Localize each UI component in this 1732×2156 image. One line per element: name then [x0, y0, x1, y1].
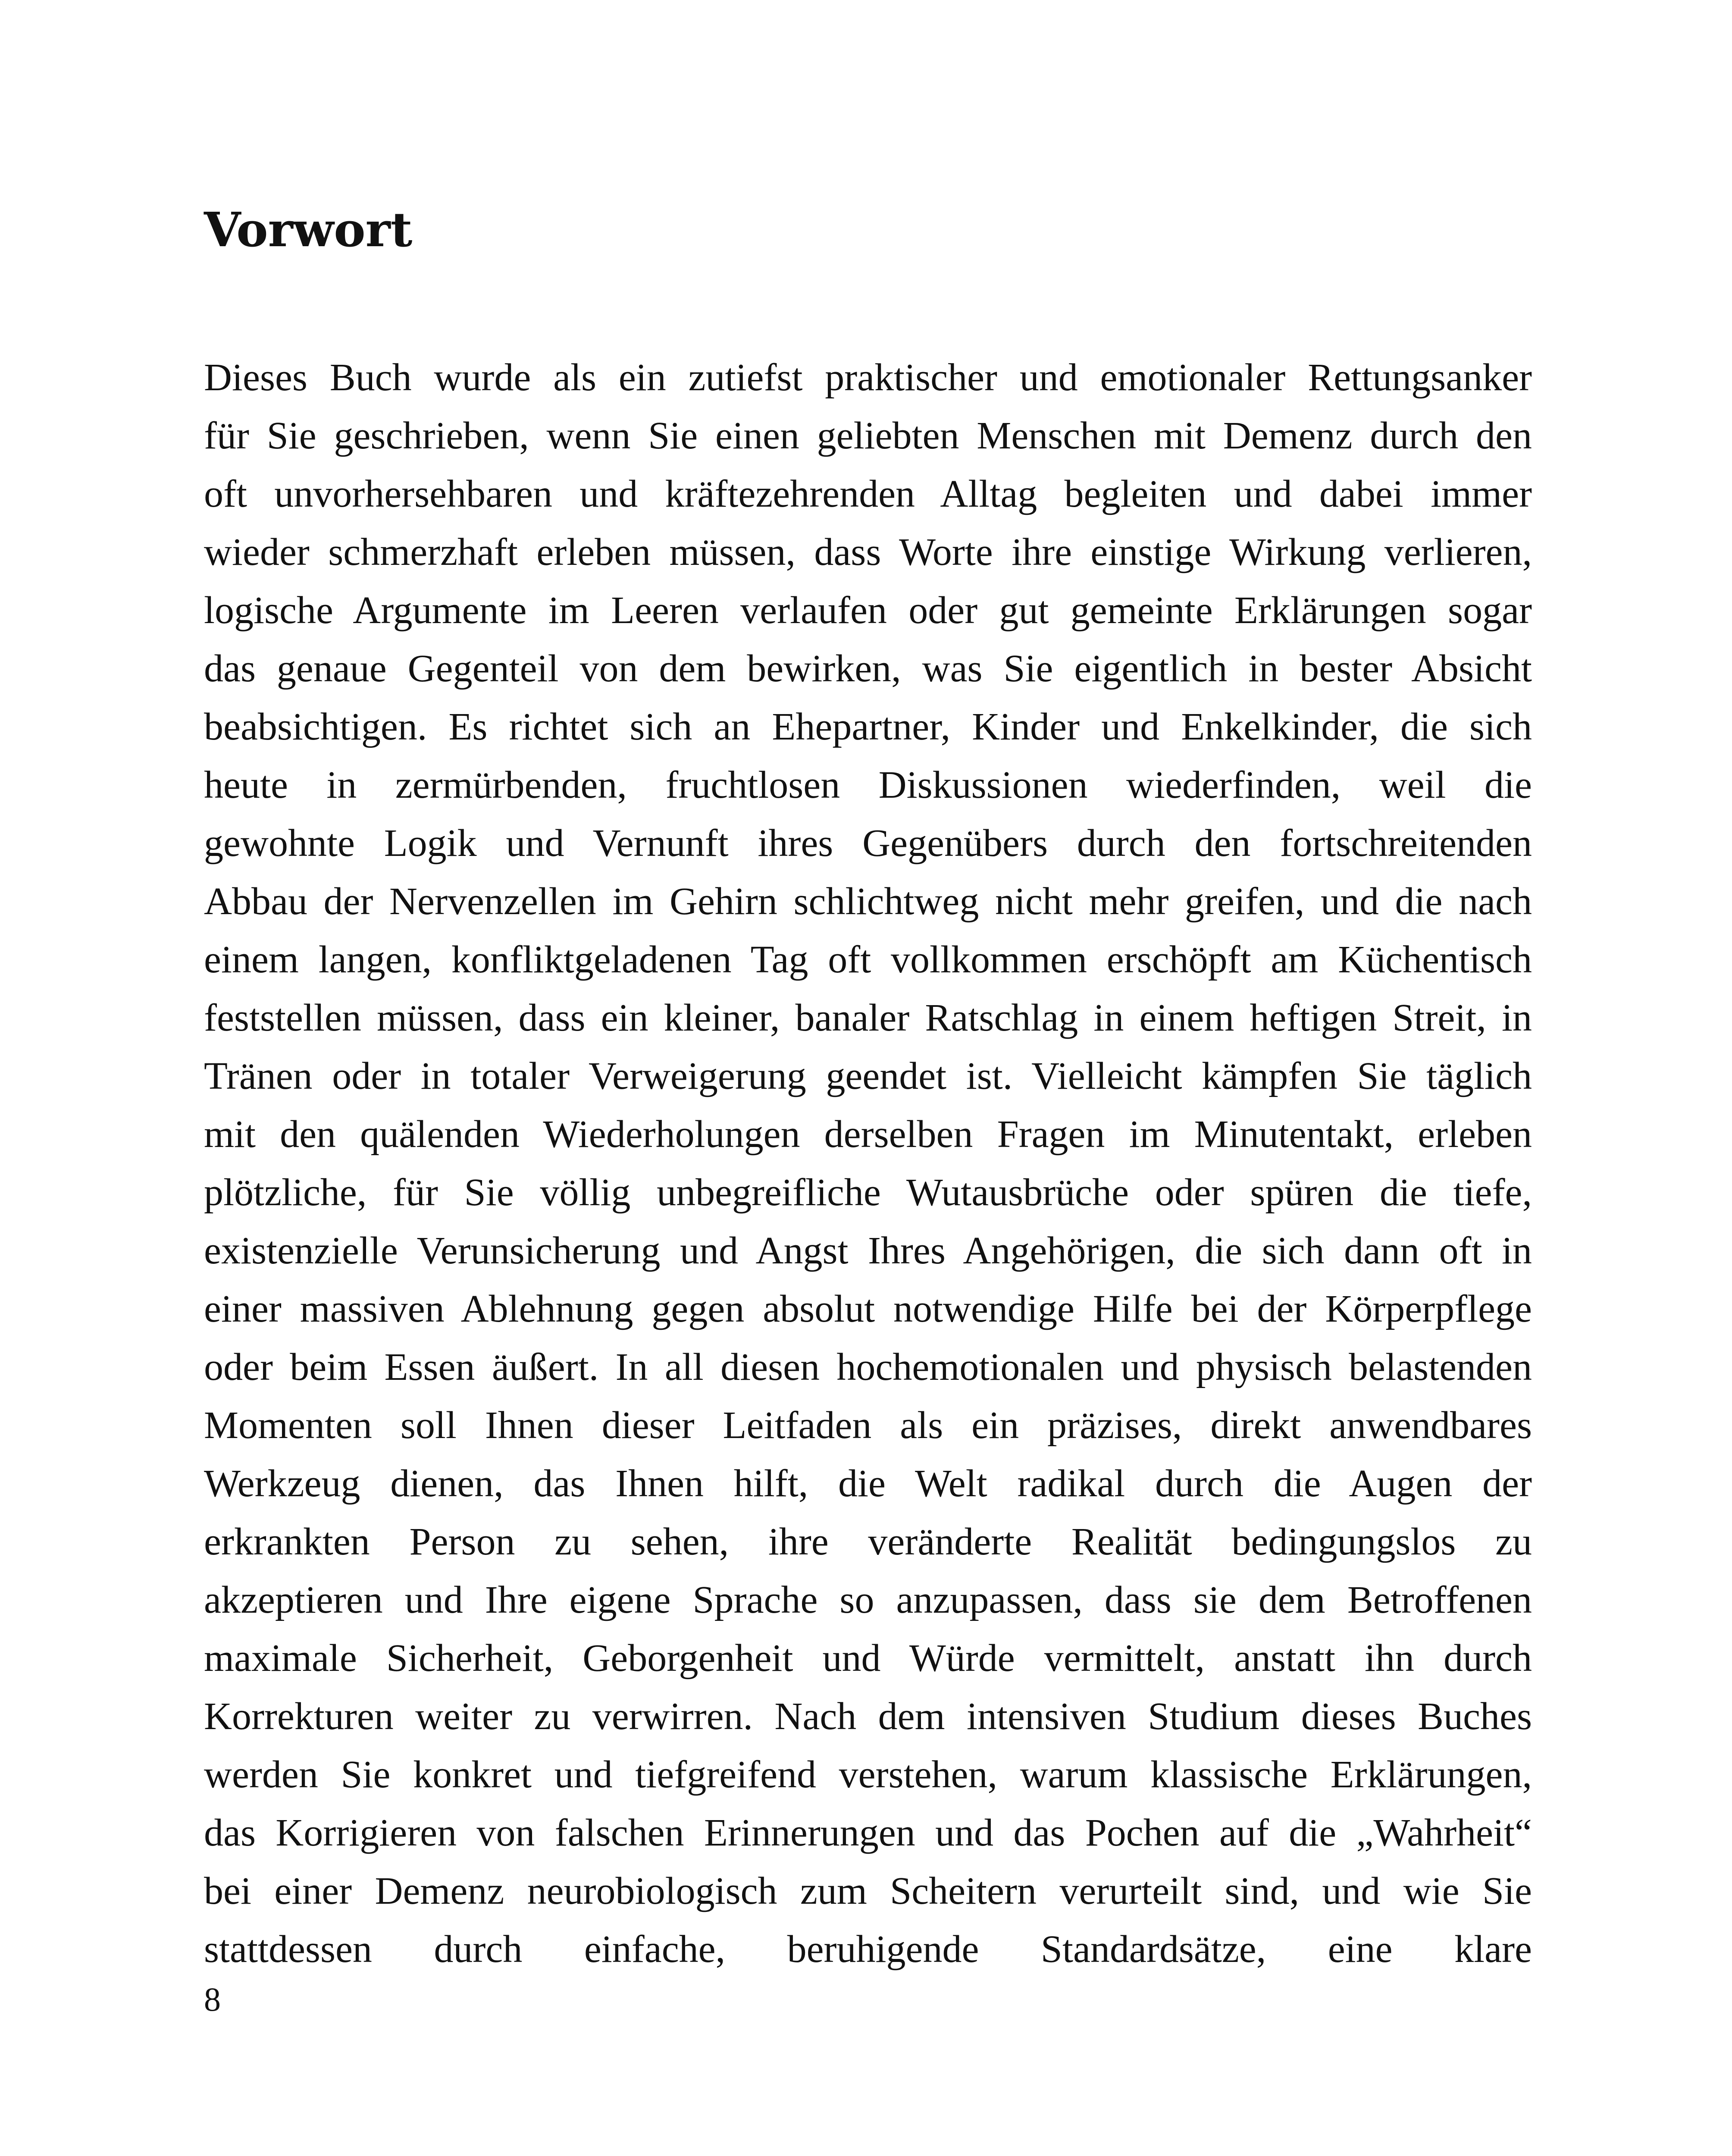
text-line: mit den quälenden Wiederholungen derselben Fragen im Minutentakt, erleben [204, 1113, 1532, 1156]
text-line: logische Argumente im Leeren verlaufen oder gut gemeinte Erklärungen sogar [204, 589, 1532, 632]
text-line: Werkzeug dienen, das Ihnen hilft, die Welt radikal durch die Augen der [204, 1462, 1532, 1505]
text-line: oder beim Essen äußert. In all diesen hochemotionalen und physisch belastenden [204, 1346, 1532, 1388]
chapter-heading: Vorwort [204, 202, 413, 257]
text-line: für Sie geschrieben, wenn Sie einen geliebten Menschen mit Demenz durch den [204, 414, 1532, 457]
text-line: Korrekturen weiter zu verwirren. Nach dem intensiven Studium dieses Buches [204, 1695, 1532, 1738]
text-line: bei einer Demenz neurobiologisch zum Scheitern verurteilt sind, und wie Sie [204, 1870, 1532, 1912]
text-line: Abbau der Nervenzellen im Gehirn schlichtweg nicht mehr greifen, und die nach [204, 880, 1532, 923]
text-line: das Korrigieren von falschen Erinnerungen und das Pochen auf die „Wahrheit“ [204, 1811, 1532, 1854]
text-line: maximale Sicherheit, Geborgenheit und Würde vermittelt, anstatt ihn durch [204, 1637, 1532, 1680]
text-line: heute in zermürbenden, fruchtlosen Diskussionen wiederfinden, weil die [204, 764, 1532, 806]
text-line: existenzielle Verunsicherung und Angst Ihres Angehörigen, die sich dann oft in [204, 1229, 1532, 1272]
text-line: feststellen müssen, dass ein kleiner, banaler Ratschlag in einem heftigen Streit, in [204, 997, 1532, 1039]
text-line: einer massiven Ablehnung gegen absolut notwendige Hilfe bei der Körperpflege [204, 1288, 1532, 1330]
text-line: das genaue Gegenteil von dem bewirken, was Sie eigentlich in bester Absicht [204, 647, 1532, 690]
text-line: plötzliche, für Sie völlig unbegreifliche Wutausbrüche oder spüren die tiefe, [204, 1171, 1532, 1214]
text-line: einem langen, konfliktgeladenen Tag oft vollkommen erschöpft am Küchentisch [204, 938, 1532, 981]
text-line: akzeptieren und Ihre eigene Sprache so anzupassen, dass sie dem Betroffenen [204, 1579, 1532, 1621]
text-line: werden Sie konkret und tiefgreifend verstehen, warum klassische Erklärungen, [204, 1753, 1532, 1796]
text-line: Momenten soll Ihnen dieser Leitfaden als ein präzises, direkt anwendbares [204, 1404, 1532, 1447]
text-line: stattdessen durch einfache, beruhigende Standardsätze, eine klare [204, 1928, 1532, 1971]
text-line: erkrankten Person zu sehen, ihre veränderte Realität bedingungslos zu [204, 1520, 1532, 1563]
text-line: oft unvorhersehbaren und kräftezehrenden Alltag begleiten und dabei immer [204, 473, 1532, 515]
text-line: gewohnte Logik und Vernunft ihres Gegenübers durch den fortschreitenden [204, 822, 1532, 865]
text-line: Tränen oder in totaler Verweigerung geendet ist. Vielleicht kämpfen Sie täglich [204, 1055, 1532, 1097]
text-line: wieder schmerzhaft erleben müssen, dass Worte ihre einstige Wirkung verlieren, [204, 531, 1532, 573]
text-line: Dieses Buch wurde als ein zutiefst praktischer und emotionaler Rettungsanker [204, 356, 1532, 399]
text-line: beabsichtigen. Es richtet sich an Ehepartner, Kinder und Enkelkinder, die sich [204, 705, 1532, 748]
chapter-body-text [204, 348, 1532, 1978]
page-number: 8 [204, 1981, 221, 2018]
